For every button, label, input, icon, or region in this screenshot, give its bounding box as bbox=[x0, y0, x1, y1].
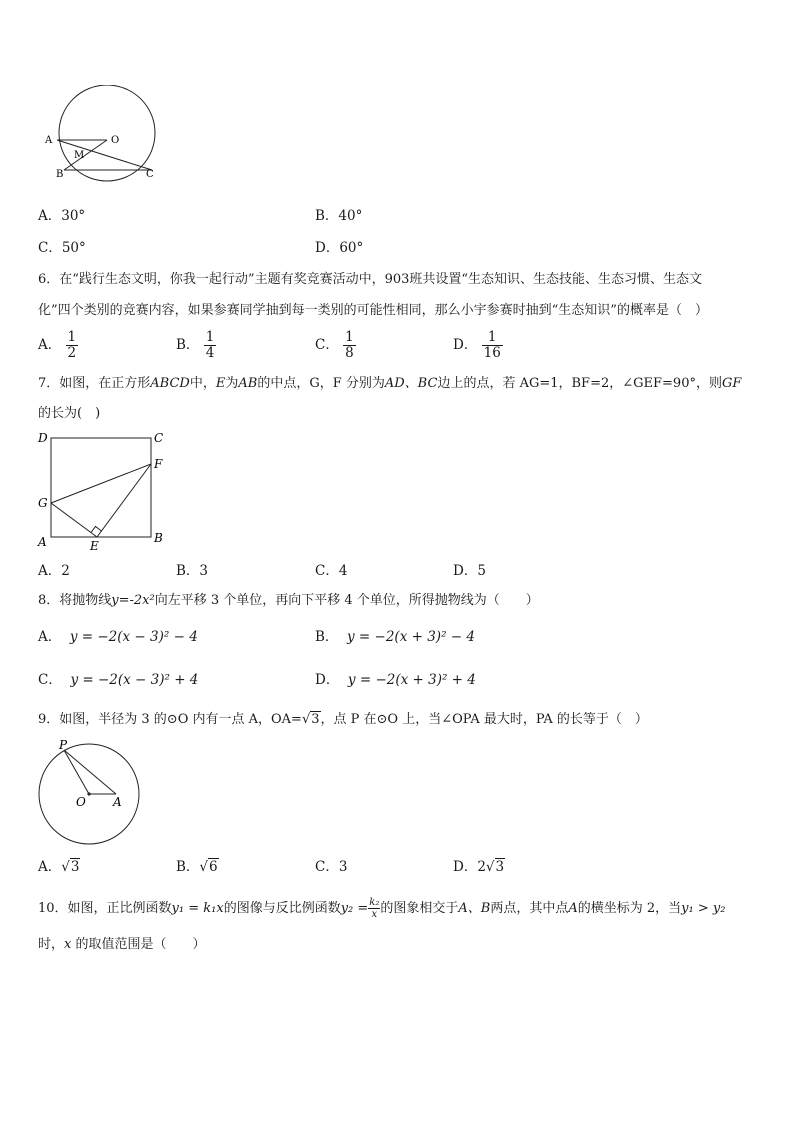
q9-option-c: C．3 bbox=[315, 859, 348, 875]
q6-option-c-fraction: $\frac{1}{8}$ bbox=[345, 329, 354, 361]
label-B: B bbox=[56, 169, 64, 180]
q9-option-a: A．√3 bbox=[38, 859, 80, 875]
q5-option-d: D．60° bbox=[315, 240, 364, 256]
q8-option-c: C． y = −2(x − 3)² + 4 bbox=[38, 672, 199, 688]
q6-stem-line2: 化”四个类别的竞赛内容，如果参赛同学抽到每一类别的可能性相同，那么小宇参赛时抽到“生态知识”的概率是（ ） bbox=[38, 303, 708, 318]
label-M: M bbox=[74, 150, 85, 161]
label-A: A bbox=[45, 135, 53, 146]
q7-option-a: A．2 bbox=[38, 563, 70, 579]
segment-po bbox=[64, 750, 89, 794]
q9-option-b: B．√6 bbox=[176, 859, 218, 875]
q8-option-d: D． y = −2(x + 3)² + 4 bbox=[315, 672, 476, 688]
point-o bbox=[87, 792, 90, 795]
label-O: O bbox=[111, 135, 120, 146]
q9-stem: 9．如图，半径为 3 的⊙O 内有一点 A，OA=√3，点 P 在⊙O 上，当∠OPA 最大时，PA 的长等于（ ） bbox=[38, 712, 648, 727]
circle-figure bbox=[35, 738, 145, 848]
q6-option-a-label: A． bbox=[38, 337, 62, 353]
q5-option-b: B．40° bbox=[315, 208, 363, 224]
label-E: E bbox=[90, 539, 99, 553]
q6-option-c bbox=[315, 330, 356, 361]
q5-option-a: A．30° bbox=[38, 208, 86, 224]
q6-option-d-label: D． bbox=[453, 337, 478, 353]
label-B: B bbox=[154, 531, 163, 545]
q5-option-c: C．50° bbox=[38, 240, 86, 256]
label-A: A bbox=[38, 535, 47, 549]
q10-stem-line1: 10．如图，正比例函数y₁ = k₁x的图像与反比例函数y₂ = $\frac{\text{k₂}}{x}$ 的图象相交于A、B两点，其中点A的横坐标为 2，当y₁ > y₂ bbox=[38, 897, 726, 920]
q6-option-a bbox=[38, 330, 78, 361]
q6-option-b-fraction: $\frac{1}{4}$ bbox=[205, 329, 215, 361]
right-angle-mark bbox=[91, 527, 102, 533]
q7-option-b: B．3 bbox=[176, 563, 209, 579]
q6-option-d bbox=[453, 330, 503, 361]
q7-stem-line1: 7．如图，在正方形ABCD中，E为AB的中点，G，F 分别为AD、BC边上的点，若 AG=1，BF=2，∠GEF=90°，则GF bbox=[38, 376, 742, 391]
q6-option-b-label: B． bbox=[176, 337, 200, 353]
label-C: C bbox=[154, 431, 164, 445]
circle-chord-figure bbox=[40, 85, 165, 185]
label-O: O bbox=[76, 795, 86, 809]
label-G: G bbox=[38, 496, 48, 510]
q8-option-b: B． y = −2(x + 3)² − 4 bbox=[315, 629, 475, 645]
square-figure bbox=[35, 428, 170, 556]
q9-option-d: D．2√3 bbox=[453, 859, 505, 875]
q10-stem-line2: 时，x 的取值范围是（ ） bbox=[38, 937, 206, 952]
segment-ge bbox=[51, 503, 97, 537]
segment-pa bbox=[64, 750, 116, 794]
q6-option-a-fraction: $\frac{1}{2}$ bbox=[67, 329, 77, 361]
label-A: A bbox=[113, 795, 122, 809]
q7-stem-line2: 的长为( ) bbox=[38, 406, 101, 421]
q7-option-d: D．5 bbox=[453, 563, 486, 579]
q6-option-c-label: C． bbox=[315, 337, 339, 353]
label-F: F bbox=[154, 457, 163, 471]
label-C: C bbox=[146, 169, 154, 180]
q7-option-c: C．4 bbox=[315, 563, 348, 579]
q8-stem: 8．将抛物线y=-2x²向左平移 3 个单位，再向下平移 4 个单位，所得抛物线为（ ） bbox=[38, 593, 539, 608]
label-P: P bbox=[59, 738, 68, 752]
q6-option-d-fraction: $\frac{1}{16}$ bbox=[483, 329, 501, 361]
q6-stem-line1: 6．在“践行生态文明，你我一起行动”主题有奖竞赛活动中，903班共设置“生态知识、生态技能、生态习惯、生态文 bbox=[38, 272, 703, 287]
square-abcd bbox=[51, 438, 151, 537]
label-D: D bbox=[38, 431, 48, 445]
k2-over-x: $\frac{\text{k₂}}{x}$ bbox=[369, 897, 380, 920]
q8-option-a: A． y = −2(x − 3)² − 4 bbox=[38, 629, 198, 645]
q6-option-b bbox=[176, 330, 216, 361]
